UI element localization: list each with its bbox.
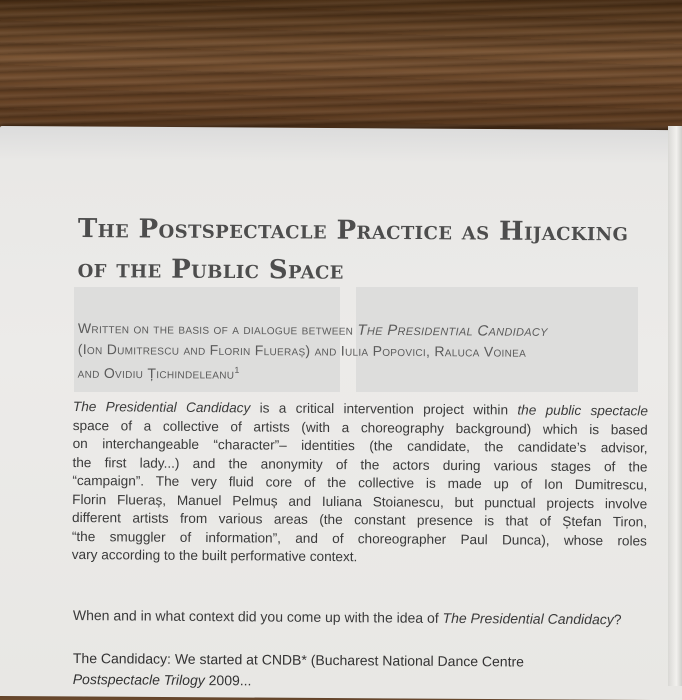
intro-public-spectacle: the public spectacle [517,402,648,419]
chapter-title-line-2: of the Public Space [77,254,344,287]
intro-line: “the smuggler of information”, and of choreographer Paul Dunca), whose roles [71,528,647,549]
question-text: When and in what context did you come up with the idea of [72,606,443,626]
wooden-table-background [0,0,682,140]
answer-line-1: The Candidacy: We started at CNDB* (Bucharest National Dance Centre [72,649,525,670]
interview-answer [73,648,673,695]
intro-line: space of a collective of artists (with a choreography background) which is based [72,417,648,438]
intro-project-name: The Presidential Candidacy [72,398,251,416]
answer-line-2-text: 2009... [204,672,252,689]
intro-paragraph [72,398,648,569]
byline-line-3 [78,359,638,386]
page-edge [668,126,682,686]
intro-line: “campaign”. The very fluid core of the collective is made up of Ion Dumitrescu, [72,472,648,493]
byline-last-author: and Ovidiu Țichindeleanu [77,364,235,382]
intro-line: Florin Flueraș, Manuel Pelmuș and Iuliana Stoianescu, but punctual projects involve [72,491,648,512]
byline-line-2: (Ion Dumitrescu and Florin Flueraș) and Iulia Popovici, Raluca Voinea [77,340,527,360]
intro-line: different artists from various areas (the constant presence is that of Ștefan Tiron, [72,509,648,530]
intro-line: the first lady...) and the anonymity of the actors during various stages of the [72,454,648,475]
question-mark: ? [613,611,622,628]
question-project-name: The Presidential Candidacy [442,609,614,628]
intro-line-1-text: is a critical intervention project within [250,400,518,418]
answer-trilogy-name: Postspectacle Trilogy [72,670,205,689]
intro-line: vary according to the built performative context. [71,546,358,565]
chapter-title [78,209,658,293]
intro-line: on interchangeable “character”– identities (the candidate, the candidate’s advisor, [72,435,648,456]
byline-prefix: Written on the basis of a dialogue between [77,319,354,338]
byline [78,318,638,386]
byline-project-name: The Presidential Candidacy [357,321,548,340]
chapter-title-line-1: The Postspectacle Practice as Hijacking [77,214,629,248]
footnote-mark: 1 [234,364,240,375]
